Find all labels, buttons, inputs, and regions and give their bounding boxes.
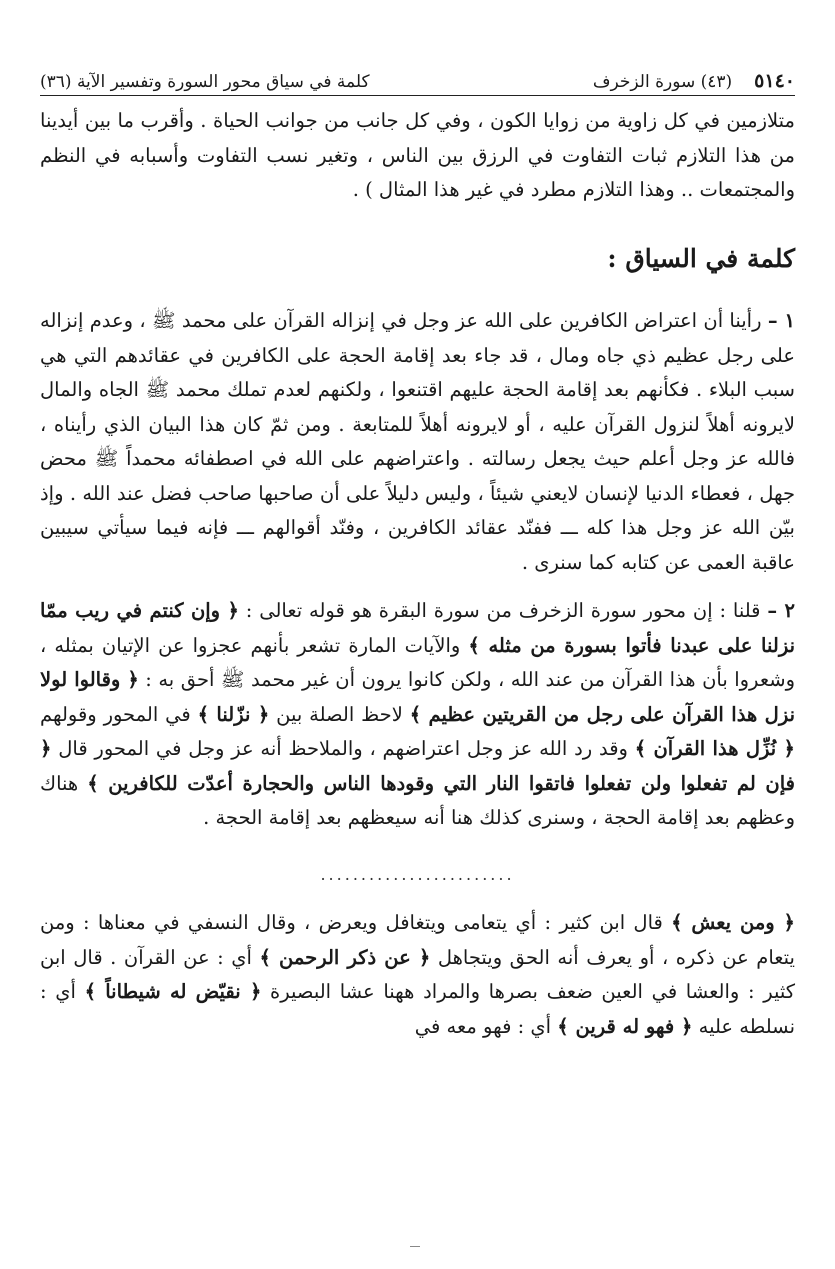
header-right (593, 70, 795, 92)
paragraph-2 (40, 594, 795, 836)
quran-verse: ﴿ نقيّض له شيطاناً ﴾ (84, 980, 262, 1003)
tafsir-paragraph (40, 906, 795, 1044)
running-header (40, 56, 795, 92)
paragraph-text: قال ابن كثير : أي يتعامى ويتغافل ويعرض ، وقال النسفي في معناها : ومن يتعام عن ذكره ، أو يعرف أنه الحق ويتجاهل (40, 911, 795, 969)
paragraph-text: لاحظ الصلة بين (276, 702, 403, 726)
paragraph-text: أي : فهو معه في (414, 1014, 552, 1038)
page-number: ٥١٤٠ (754, 70, 795, 92)
paragraph-number: ١ – (767, 309, 796, 332)
intro-paragraph: متلازمين في كل زاوية من زوايا الكون ، وفي كل جانب من جوانب الحياة . وأقرب ما بين أيدينا من هذا التلازم ثبات التفاوت في الرزق بين الناس ، وتغير نسب التفاوت وأسبابه في النظم والمجتمعات .. وهذا التلازم مطرد في غير هذا المثال ) . (40, 109, 795, 201)
quran-verse: ﴿ عن ذكر الرحمن ﴾ (259, 945, 431, 969)
header-rule (40, 95, 795, 96)
quran-verse: ﴿ نزّلنا ﴾ (197, 702, 270, 726)
paragraph-text: وقد رد الله عز وجل اعتراضهم ، والملاحظ أنه عز وجل في المحور قال (58, 737, 628, 760)
quran-verse: ﴿ وإن كنتم في ريب ممّا نزلنا على عبدنا فأتوا بسورة من مثله ﴾ (40, 599, 795, 657)
paragraph-text: هناك وعظهم بعد إقامة الحجة ، وسنرى كذلك هنا أنه سيعظهم بعد إقامة الحجة . (40, 771, 795, 829)
quran-verse: ﴿ ومن يعش ﴾ (671, 911, 795, 934)
paragraph-text: رأينا أن اعتراض الكافرين على الله عز وجل في إنزاله القرآن على محمد ﷺ ، وعدم إنزاله على رجل عظيم ذي جاه ومال ، قد جاء بعد إقامة الحجة على الكافرين في عقائدهم التي هي سبب البلاء . فكأنهم بعد إقامة الحجة عليهم اقتنعوا ، ولكنهم لعدم تملك محمد ﷺ الجاه والمال لايرونه أهلاً لنزول القرآن عليه ، أو لايرونه أهلاً للمتابعة . ومن ثمّ كان هذا البيان الذي رأيناه ، فالله عز وجل أعلم حيث يجعل رسالته . واعتراضهم على الله في اصطفائه محمداً ﷺ محض جهل ، فعطاء الدنيا لإنسان لايعني شيئاً ، وليس دليلاً على أن صاحبها صاحب فضل عند الله . وإذ بيّن الله عز وجل هذا كله ـــ ففنّد عقائد الكافرين ، وفنّد أقوالهم ـــ فإنه فيما سيأتي سيبين عاقبة العمى عن كتابه كما سنرى . (40, 309, 795, 574)
paragraph-text: أي : عن القرآن . قال ابن كثير : والعشا في العين ضعف بصرها والمراد ههنا عشا البصيرة (40, 945, 796, 1003)
paragraph-text: أي : نسلطه عليه (40, 980, 795, 1038)
chapter-name: (٤٣) سورة الزخرف (592, 72, 733, 92)
quran-verse: ﴿ فإن لم تفعلوا ولن تفعلوا فاتقوا النار التي وقودها الناس والحجارة أعدّت للكافرين ﴾ (40, 737, 795, 795)
paragraph-number: ٢ – (767, 599, 796, 622)
running-title: كلمة في سياق محور السورة وتفسير الآية (٣٦) (40, 72, 370, 92)
quran-verse: ﴿ وقالوا لولا نزل هذا القرآن على رجل من القريتين عظيم ﴾ (40, 668, 796, 726)
section-separator: ........................ (320, 864, 515, 884)
quran-verse: ﴿ نُزِّل هذا القرآن ﴾ (634, 737, 795, 760)
section-title: كلمة في السياق : (607, 243, 795, 273)
paragraph-text: والآيات المارة تشعر بأنهم عجزوا عن الإتيان بمثله ، وشعروا بأن هذا القرآن من عند الله ، ولكن كانوا يرون أن غير محمد ﷺ أحق به : (40, 633, 795, 691)
quran-verse: ﴿ فهو له قرين ﴾ (557, 1014, 693, 1038)
page-body (40, 104, 795, 1044)
page-bottom-mark (410, 1246, 420, 1247)
paragraph-text: قلنا : إن محور سورة الزخرف من سورة البقرة هو قوله تعالى : (245, 599, 761, 622)
paragraph-text: في المحور وقولهم (40, 702, 191, 726)
paragraph-1 (40, 304, 795, 580)
